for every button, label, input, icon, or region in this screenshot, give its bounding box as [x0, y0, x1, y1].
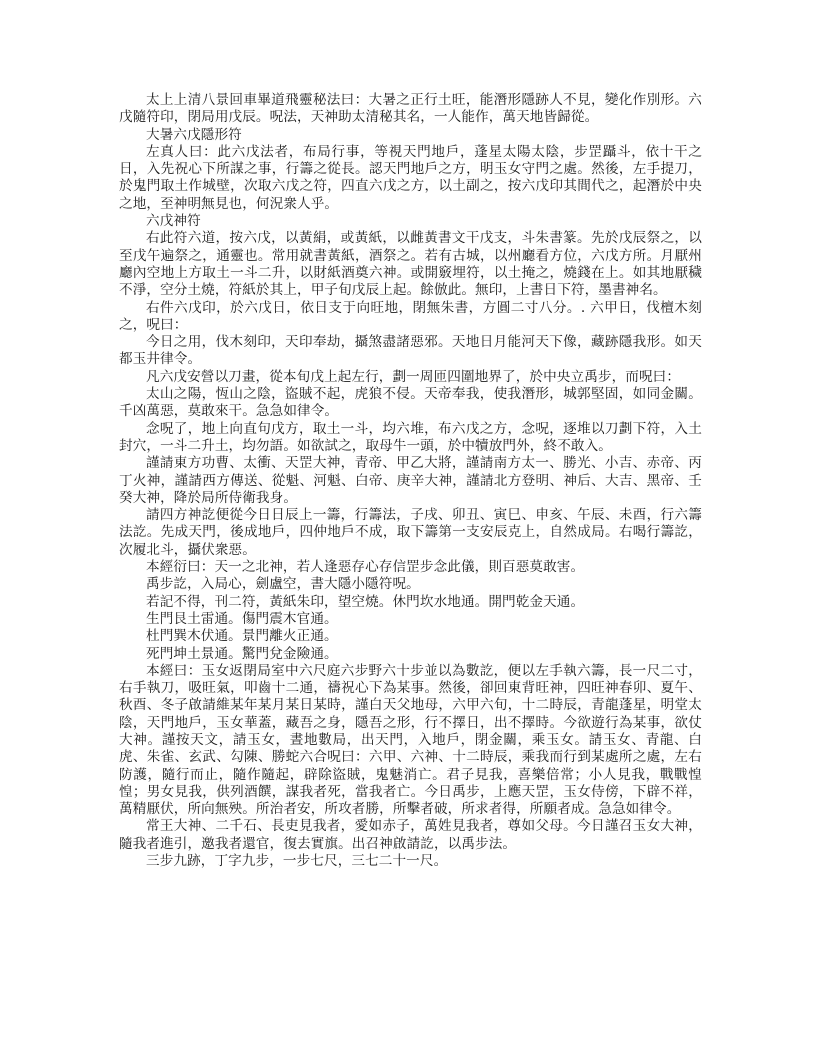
paragraph-talisman-instructions: 右此符六道，按六戊，以黃絹，或黃紙，以雌黃書文干戊支，斗朱書篆。先於戊辰祭之，以至戊午遍祭之，通靈也。常用就書黃紙，酒祭之。若有古城，以州廳看方位，六戊方所。月厭州廳內空地上方取土一斗二升，以財紙酒奠六神。或開竅埋符，以土掩之，燒錢在上。如其地厭穢不淨，空分土燒，符紙於其上，甲子旬戊辰上起。餘倣此。無印，上書日下符，墨書神名。	[119, 230, 702, 299]
paragraph-great-spirits: 常王大神、二千石、長吏見我者，愛如赤子，萬姓見我者，尊如父母。今日謹召玉女大神，隨我者進引，邀我者還官，復去實旗。出召神啟請訖，以禹步法。	[119, 818, 702, 852]
paragraph-mountain-incantation: 太山之陽，恆山之陰，盜賊不起，虎狼不侵。天帝奉我，使我潛形，城郭堅固，如同金關。千凶萬惡，莫敢來干。急急如律令。	[119, 386, 702, 420]
paragraph-gates-4: 死門坤土景通。驚門兌金險通。	[146, 645, 338, 662]
paragraph-four-directions: 請四方神訖便從今日日辰上一籌，行籌法，子戌、卯丑、寅巳、申亥、午辰、未酉，行六籌法訖。先成天門，後成地戶，四仲地戶不成，取下籌第一支安辰克上，自然成局。右喝行籌訖，次履北斗，攝伏衆惡。	[119, 507, 702, 558]
paragraph-intro: 太上上清八景回車畢道飛靈秘法曰：大暑之正行土旺，能潛形隱跡人不見，變化作別形。六戊隨符印，閉局用戊辰。呪法，天神助太清秘其名，一人能作，萬天地皆歸從。	[119, 92, 702, 126]
section-heading-hidden-form-talisman: 大暑六戊隱形符	[146, 126, 242, 143]
paragraph-yu-step: 禹步訖，入局心，劍盧空，書大隱小隱符呪。	[146, 576, 420, 593]
document-page	[119, 92, 702, 870]
paragraph-after-incantation: 念呪了，地上向直句戊方，取土一斗，均六堆，布六戊之方，念呪，逐堆以刀劃下符，入土封穴，一斗二升土，均勿語。如欲試之，取母牛一頭，於中犢放門外，終不敢入。	[119, 420, 702, 454]
paragraph-left-true-person: 左真人曰：此六戊法者，布局行事，等視天門地戶，蓬星太陽太陰，步罡躡斗，依十干之日，入先祝心下所謀之事，行籌之從長。認天門地戶之方，明玉女守門之處。然後，左手提刀，於鬼門取土作城壁，次取六戊之符，四直六戊之方，以土副之，按六戊印其間代之，起潛於中央之地，至神明無見也，何況衆人乎。	[119, 143, 702, 212]
paragraph-gates-3: 杜門巽木伏通。景門離火正通。	[146, 628, 338, 645]
paragraph-gates-1: 若記不得，刊二符，黃紙朱印，望空燒。休門坎水地通。開門乾金天通。	[146, 593, 585, 610]
paragraph-seal-incantation: 今日之用，伐木刻印，天印奉劫，攝煞盡諸惡邪。天地日月能河天下像，藏跡隱我形。如天都玉井律令。	[119, 334, 702, 368]
section-heading-six-wu-talisman: 六戊神符	[146, 213, 201, 230]
paragraph-camp-drawing: 凡六戊安營以刀畫，從本旬戊上起左行，劃一周匝四圍地界了，於中央立禹步，而呪曰：	[146, 368, 681, 385]
paragraph-scripture-main: 本經曰：玉女返閉局室中六尺庭六步野六十步並以為數訖，便以左手執六籌，長一尺二寸，右手執刀，吸旺氣，叩齒十二通，禱祝心下為某事。然後，卻回東背旺神，四旺神春卯、夏午、秋酉、冬子啟請維某年某月某日某時，謹白天父地母，六甲六旬，十二時辰，青龍蓬星，明堂太陰，天門地戶，玉女華蓋，藏吾之身，隱吾之形，行不擇日，出不擇時。今欲遊行為某事，欲仗大神。謹按天文，請玉女，晝地數局，出天門，入地戶，閉金關，乘玉女。請玉女、青龍、白虎、朱雀、玄武、勾陳、勝蛇六合呪曰：六甲、六神、十二時辰，乘我而行到某處所之處，左右防護，隨行而止，隨作隨起，辟除盜賊，鬼魅消亡。君子見我，喜樂倍常；小人見我，戰戰惶惶；男女見我，供列酒饌，謀我者死，當我者亡。今日禹步，上應天罡，玉女侍傍，下辟不祥，萬精厭伏，所向無殃。所治者安，所攻者勝，所擊者破，所求者得，所願者成。急急如律令。	[119, 662, 702, 818]
paragraph-invoke-directions: 謹請東方功曹、太衝、天罡大神，青帝、甲乙大將，謹請南方太一、勝光、小吉、赤帝、丙丁火神，謹請西方傳送、從魁、河魁、白帝、庚辛大神，謹請北方登明、神后、大吉、黑帝、壬癸大神，降於局所侍衛我身。	[119, 455, 702, 506]
paragraph-seal-instructions: 右件六戊印，於六戊日，依日支于向旺地，閉無朱書，方圓二寸八分。. 六甲日，伐檀木刻之，呪曰：	[119, 299, 702, 333]
paragraph-three-steps: 三步九跡，丁字九步，一步七尺，三七二十一尺。	[146, 853, 448, 870]
paragraph-gates-2: 生門艮土雷通。傷門震木官通。	[146, 610, 338, 627]
paragraph-scripture-commentary: 本經衍曰：天一之北神，若人逢惡存心存信罡步念此儀，則百惡莫敢害。	[146, 559, 585, 576]
